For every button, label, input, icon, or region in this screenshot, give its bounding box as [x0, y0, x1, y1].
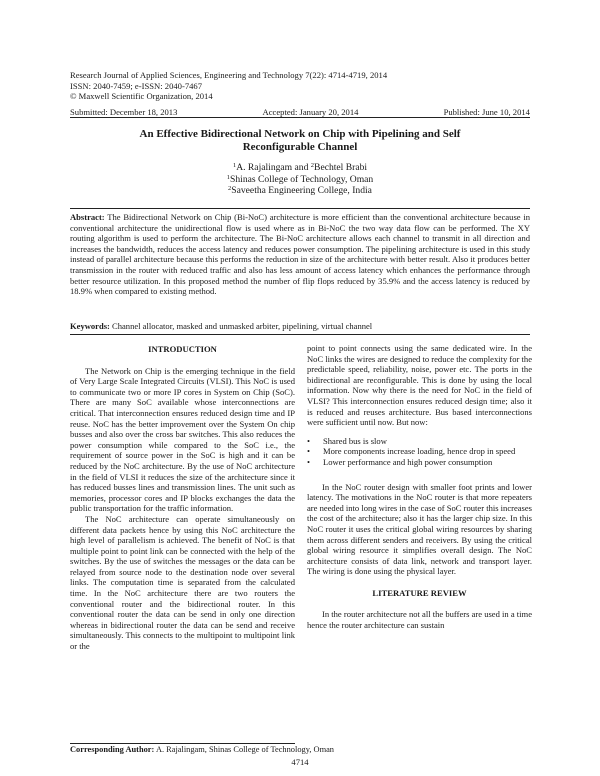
author1-sup: 1 — [232, 162, 237, 169]
footnote-rule — [70, 743, 295, 744]
title-line-2: Reconfigurable Channel — [242, 141, 358, 153]
intro-paragraph-1: The Network on Chip is the emerging technique in the field of Very Large Scale Integrated Circuits (VLSI). This NoC is used to communicate two or more IP cores in System on Chip (SoC). There are many SoC available whose interconnections are critical. That interconnection ensures reduced design time and IP reuse. NoC has the better improvement over the System On chip busses and also over the cross bar switches. This also reduces the power consumption while compared to the SoC i.e., the requirement of source power in the SoC is high and it can be reduced by the NoC architecture. By the use of NoC architecture in the field of VLSI it reduces the size of the architecture since it has reduced busses lines and transmission lines. The unit such as memories, processor cores and IP blocks exchanges the data the public transportation for the traffic information. — [70, 365, 295, 514]
keywords — [70, 321, 530, 332]
bullet-icon: • — [307, 435, 310, 446]
list-item-text: Shared bus is slow — [323, 435, 387, 446]
right-column — [307, 343, 532, 631]
right-paragraph-2: In the NoC router design with smaller foot prints and lower latency. The motivations in the NoC router is that more repeaters are needed into long wires in the case of SoC router this increases the cost of the architecture; also it has the larger chip size. In this NoC router it uses the critical global wiring resources by sharing them across different senders and receivers. By using the critical global wiring resource it simplifies overall design. The NoC architecture consists of data link, network and transport layer. The wiring is done using the physical layer. — [307, 481, 532, 577]
abstract-label: Abstract: — [70, 212, 105, 222]
accepted-date: Accepted: January 20, 2014 — [262, 107, 359, 117]
list-item-text: More components increase loading, hence drop in speed — [323, 446, 516, 457]
keywords-bottom-rule — [70, 334, 530, 335]
published-date: Published: June 10, 2014 — [443, 107, 530, 117]
keywords-label: Keywords: — [70, 321, 110, 331]
issn: ISSN: 2040-7459; e-ISSN: 2040-7467 — [70, 80, 203, 91]
list-item — [307, 436, 532, 447]
list-item-text: Lower performance and high power consumption — [323, 456, 493, 467]
author2: Bechtel Brabi — [314, 162, 368, 173]
affiliation-1 — [150, 174, 450, 186]
list-item — [307, 457, 532, 468]
author-block — [150, 162, 450, 197]
page-number: 4714 — [291, 757, 309, 767]
corresponding-author — [70, 745, 530, 755]
intro-paragraph-2: The NoC architecture can operate simultaneously on different data packets hence by using this NoC architecture the high level of parallelism is achieved. The benefit of NoC is that multiple point to point link can be connected with the help of the switches. By the use of switches the messages or the data can be relayed from source node to the destination node over several links. The computation time is separated from the calculated time. In the NoC architecture there are two routers the conventional router and the bidirectional router. In this conventional router the data can be send in only one direction whereas in bidirectional router the data can be send and receive simultaneously. This connects to the multipoint to multipoint link or the — [70, 513, 295, 652]
copyright: © Maxwell Scientific Organization, 2014 — [70, 91, 213, 102]
aff2-text: Saveetha Engineering College, India — [231, 185, 372, 196]
keywords-text: Channel allocator, masked and unmasked arbiter, pipelining, virtual channel — [109, 321, 373, 331]
dates-row — [70, 107, 530, 117]
paper-title — [100, 128, 500, 154]
right-paragraph-3: In the router architecture not all the buffers are used in a time hence the router architecture can sustain — [307, 609, 532, 631]
aff1-sup: 1 — [226, 173, 231, 181]
journal-header — [70, 70, 530, 102]
corr-label: Corresponding Author: — [70, 745, 155, 754]
section-heading-introduction: INTRODUCTION — [148, 344, 217, 354]
left-column — [70, 343, 295, 652]
abstract-top-rule — [70, 208, 530, 209]
author-names — [150, 162, 450, 174]
right-paragraph-1: point to point connects using the same dedicated wire. In the NoC links the wires are designed to reduce the complexity for the predictable speed, reliability, noise, power etc. The ports in the bidirectional are reconfigurable. This is done by using the local information. Now why there is the need for NoC in the field of VLSI? This interconnection ensures reduced design time; also it is reduced and reuses architecture. Bus based interconnections were sufficient until now. But now: — [307, 343, 532, 428]
bullet-icon: • — [307, 456, 310, 467]
aff2-sup: 2 — [228, 185, 232, 192]
list-item — [307, 446, 532, 457]
affiliation-2 — [150, 185, 450, 197]
submitted-date: Submitted: December 18, 2013 — [70, 107, 178, 117]
journal-citation: Research Journal of Applied Sciences, Engineering and Technology 7(22): 4714-4719, 2014 — [70, 70, 388, 80]
corr-text: A. Rajalingam, Shinas College of Technology, Oman — [154, 745, 334, 754]
title-line-1: An Effective Bidirectional Network on Chip with Pipelining and Self — [139, 128, 461, 140]
header-rule — [70, 117, 530, 118]
aff1-text: Shinas College of Technology, Oman — [230, 173, 374, 185]
bullet-list — [307, 436, 532, 468]
author1: A. Rajalingam and — [236, 162, 311, 173]
bullet-icon: • — [307, 446, 310, 457]
abstract — [70, 212, 530, 297]
abstract-text: The Bidirectional Network on Chip (Bi-NoC) architecture is more efficient than the conventional architecture because in conventional architecture the unidirectional flow is used where as in Bi-NoC the two way data flow can be performed. The XY routing algorithm is used to perform the architecture. The Bi-NoC architecture allows each channel to transmit in all direction and increases the bandwidth, reduces the access latency and reduces power consumption. The pipelining architecture is used in this study instead of parallel architecture because this performs the reduction in size of the architecture with better result. Also it produces better transmission in the router with reduced traffic and also has less amount of access latency which enhances the performance through better resource utilization. In this proposed method the number of flip flops reduced by 35.9% and the access latency is reduced by 18.9% when compared to existing method. — [70, 212, 530, 297]
author2-sup: 2 — [310, 162, 315, 169]
section-heading-literature-review: LITERATURE REVIEW — [372, 587, 467, 598]
